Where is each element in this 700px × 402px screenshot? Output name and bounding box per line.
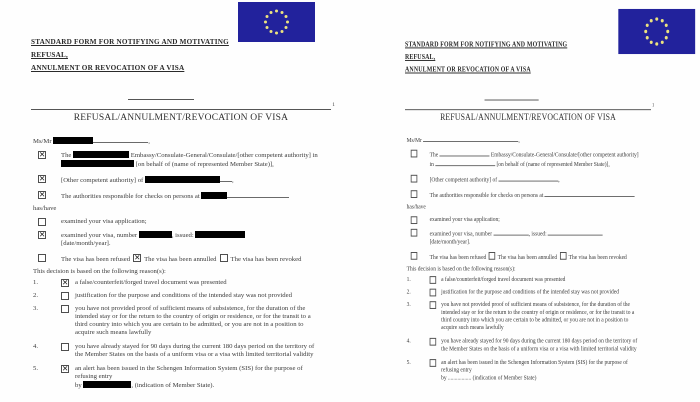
checkbox-examined-visa (411, 229, 418, 237)
reason-number: 4. (406, 337, 411, 345)
form-heading: REFUSAL/ANNULMENT/REVOCATION OF VISA (73, 113, 289, 123)
checkbox-checks-on-persons (411, 190, 418, 198)
text-segment: , (indication of Member State). (131, 382, 215, 389)
authority-checks-row (405, 190, 651, 200)
form-title (405, 39, 582, 77)
text-segment: [date/month/year]. (429, 238, 471, 246)
checkbox-reason-4 (61, 343, 69, 351)
text-segment: , (558, 176, 560, 184)
decision-intro: This decision is based on the following reason(s): (33, 268, 166, 275)
text-segment: examined your visa, number (429, 230, 493, 238)
reason-number: 2. (406, 288, 411, 296)
reason-text: you have already stayed for 90 days during the current 180 days period on the territory of the Member States on the basis of a uniform visa or a visa with limited territorial validity (75, 343, 315, 358)
text-segment: Embassy/Consulate-General/Consulate/[other competent authority] in (429, 151, 639, 169)
reason-row-1 (31, 279, 331, 287)
checkbox-reason-2 (61, 292, 69, 300)
reason-row-4 (405, 338, 651, 353)
examined-visa-row (31, 231, 331, 248)
form-title (31, 36, 247, 75)
examined-application-row (31, 218, 331, 226)
reason-text: a false/counterfeit/forged travel document was presented (441, 276, 566, 283)
form-title-line2: ANNULMENT OR REVOCATION OF A VISA (31, 64, 185, 72)
text-segment: , issued: (171, 232, 194, 239)
authority-embassy-text (61, 151, 331, 169)
blank-field (440, 150, 490, 157)
has-have-label: has/have (33, 205, 57, 212)
form-heading: REFUSAL/ANNULMENT/REVOCATION OF VISA (440, 113, 616, 123)
text-segment: The (429, 151, 439, 159)
redaction-bar (145, 176, 220, 183)
reason-row-2 (405, 289, 651, 297)
checkbox-reason-2 (430, 289, 437, 297)
blank-field (498, 175, 558, 182)
checkbox-visa-annulled (489, 252, 496, 260)
separator-rule (485, 100, 539, 101)
text-segment: The visa has been refused (61, 256, 131, 263)
has-have-label: has/have (406, 203, 426, 211)
redaction-bar (73, 151, 129, 158)
checkbox-other-authority (411, 175, 418, 183)
reason-row-5 (31, 365, 331, 390)
reason-number: 3. (406, 301, 411, 308)
text-segment: The visa has been annulled (497, 253, 558, 261)
authority-other-row (31, 175, 331, 185)
checkbox-visa-revoked (560, 252, 567, 260)
decision-intro: This decision is based on the following reason(s): (406, 265, 516, 273)
eu-flag-icon (618, 9, 695, 54)
text-segment: The (61, 152, 72, 159)
text-segment: The visa has been revoked (230, 256, 302, 263)
text-segment: [date/month/year]. (61, 240, 111, 247)
reason-text (441, 359, 651, 382)
blank-field (220, 175, 232, 182)
checkbox-embassy: ✕ (39, 151, 46, 159)
form-title-line2: ANNULMENT OR REVOCATION OF A VISA (405, 65, 531, 74)
text-segment: , (148, 138, 150, 145)
checkbox-visa-refused (38, 254, 46, 262)
visa-status-row (31, 254, 331, 264)
checkbox-embassy (411, 150, 418, 158)
salutation-line (405, 135, 651, 145)
reason-text: you have already stayed for 90 days during the current 180 days period on the territory of the Member States on the basis of a uniform visa or a visa with limited territorial validity (441, 337, 638, 353)
text-segment: (indication of Member State) (472, 374, 537, 382)
separator-rule (128, 99, 194, 100)
reason-text: justification for the purpose and conditions of the intended stay was not provided (75, 292, 292, 299)
examined-visa-row (405, 229, 651, 246)
authority-checks-row (31, 191, 331, 201)
checkbox-reason-4 (430, 338, 437, 346)
checkbox-examined-application (411, 216, 418, 224)
reason-number: 5. (406, 359, 411, 366)
checkbox-visa-annulled: ✕ (134, 254, 141, 262)
text-segment: The authorities responsible for checks on persons at (429, 192, 544, 199)
checkbox-reason-1: ✕ (62, 279, 69, 287)
text-segment: [Other competent authority] of (61, 177, 144, 184)
text-segment: The visa has been revoked (568, 253, 627, 261)
text-segment: [on behalf of (name of represented Member State)], (135, 161, 274, 168)
text-segment: , (231, 177, 234, 184)
text-segment: by (75, 382, 82, 389)
reason-row-2 (31, 292, 331, 300)
checkbox-reason-5 (430, 359, 437, 367)
reason-number: 2. (33, 292, 39, 299)
text-segment: [on behalf of (name of represented Member State)], (496, 161, 610, 169)
text-segment: The authorities responsible for checks on persons at (61, 193, 200, 200)
blank-field (548, 229, 603, 236)
reason-row-5 (405, 359, 651, 382)
authority-other-row (405, 175, 651, 185)
blank-field (423, 135, 518, 142)
text-segment: an alert has been issued in the Schengen Information System (SIS) for the purpose of refusing entry (441, 359, 628, 374)
salutation-label: Ms/Mr (33, 138, 52, 145)
examined-visa-text (61, 231, 331, 248)
reason-text (75, 365, 331, 390)
checkbox-other-authority: ✕ (39, 175, 46, 183)
redaction-bar (83, 381, 131, 388)
blank-field (435, 159, 495, 166)
text-segment: an alert has been issued in the Schengen Information System (SIS) for the purpose of refusing entry (75, 365, 303, 380)
blank-field (493, 229, 528, 236)
authority-other-text (61, 175, 331, 185)
form-title-line1: STANDARD FORM FOR NOTIFYING AND MOTIVATING REFUSAL, (31, 38, 229, 59)
authority-other-text (430, 175, 651, 185)
salutation-line (31, 136, 331, 146)
reason-text: a false/counterfeit/forged travel document was presented (75, 279, 227, 286)
checkbox-visa-refused (411, 252, 418, 260)
redaction-bar (195, 231, 245, 238)
header-rule (31, 102, 335, 110)
visa-status-row (405, 252, 651, 262)
text-segment: [Other competent authority] of (429, 176, 498, 184)
authority-checks-text (61, 191, 331, 201)
authority-checks-text (430, 190, 651, 200)
reason-number: 4. (33, 343, 39, 350)
form-title-line1: STANDARD FORM FOR NOTIFYING AND MOTIVATING REFUSAL, (405, 40, 568, 61)
footnote-marker: 1 (332, 102, 335, 108)
checkbox-checks-on-persons: ✕ (39, 191, 46, 199)
blank-field (227, 191, 289, 198)
blank-field (93, 136, 148, 143)
checkbox-reason-3 (430, 301, 437, 309)
text-segment: , issued: (528, 230, 547, 238)
authority-embassy-row (405, 150, 651, 169)
sheet-right (405, 4, 655, 382)
reason-text: you have not provided proof of sufficient means of subsistence, for the duration of the intended stay or for the return to the country of origin or residence, or for the transit to a third country into which you are certain to be admitted, or you are not in a position to acquire such means lawfully (75, 305, 311, 336)
redaction-bar (53, 137, 93, 144)
text-segment: Embassy/Consulate-General/Consulate/[other competent authority] in (130, 152, 318, 159)
checkbox-examined-visa: ✕ (39, 231, 46, 239)
reason-text: justification for the purpose and conditions of the intended stay was not provided (441, 288, 619, 296)
reason-row-3 (405, 301, 651, 332)
checkbox-examined-application (38, 218, 46, 226)
text-segment: The visa has been refused (429, 253, 487, 261)
authority-embassy-row (31, 151, 331, 169)
visa-status-text (430, 252, 651, 262)
reason-number: 5. (33, 365, 39, 372)
checkbox-reason-3 (61, 305, 69, 313)
authority-embassy-text (430, 150, 651, 169)
redaction-bar (139, 231, 172, 238)
page-left (31, 0, 335, 390)
reason-number: 1. (406, 276, 411, 283)
redaction-bar (201, 192, 227, 199)
text-segment: examined your visa, number (61, 232, 138, 239)
page-right (405, 4, 700, 396)
reason-row-3 (31, 305, 331, 337)
sheet-left (31, 0, 335, 390)
visa-status-text (61, 254, 331, 264)
reason-number: 3. (33, 305, 39, 312)
examined-application-text: examined your visa application; (429, 216, 500, 224)
eu-flag-icon (238, 2, 315, 42)
reason-text: you have not provided proof of sufficient means of subsistence, for the duration of the intended stay or for the return to the country of origin or residence, or for the transit to a third country into which you are certain to be admitted, or you are not in a position to acquire such means lawfully (441, 301, 635, 332)
checkbox-visa-revoked (220, 254, 228, 262)
header-rule (405, 102, 655, 110)
reason-row-4 (31, 343, 331, 359)
blank-field (545, 190, 635, 197)
reason-number: 1. (33, 279, 39, 286)
examined-application-row (405, 216, 651, 224)
text-segment: by ................. (441, 374, 472, 382)
footnote-marker: 1 (652, 102, 655, 109)
text-segment: , (518, 137, 520, 144)
text-segment: The visa has been annulled (144, 256, 217, 263)
examined-visa-text (430, 229, 651, 246)
examined-application-text: examined your visa application; (61, 218, 147, 225)
checkbox-reason-1 (430, 276, 437, 284)
reason-row-1 (405, 276, 651, 284)
salutation-label: Ms/Mr (406, 137, 422, 144)
redaction-bar (61, 160, 134, 167)
checkbox-reason-5: ✕ (62, 365, 69, 373)
